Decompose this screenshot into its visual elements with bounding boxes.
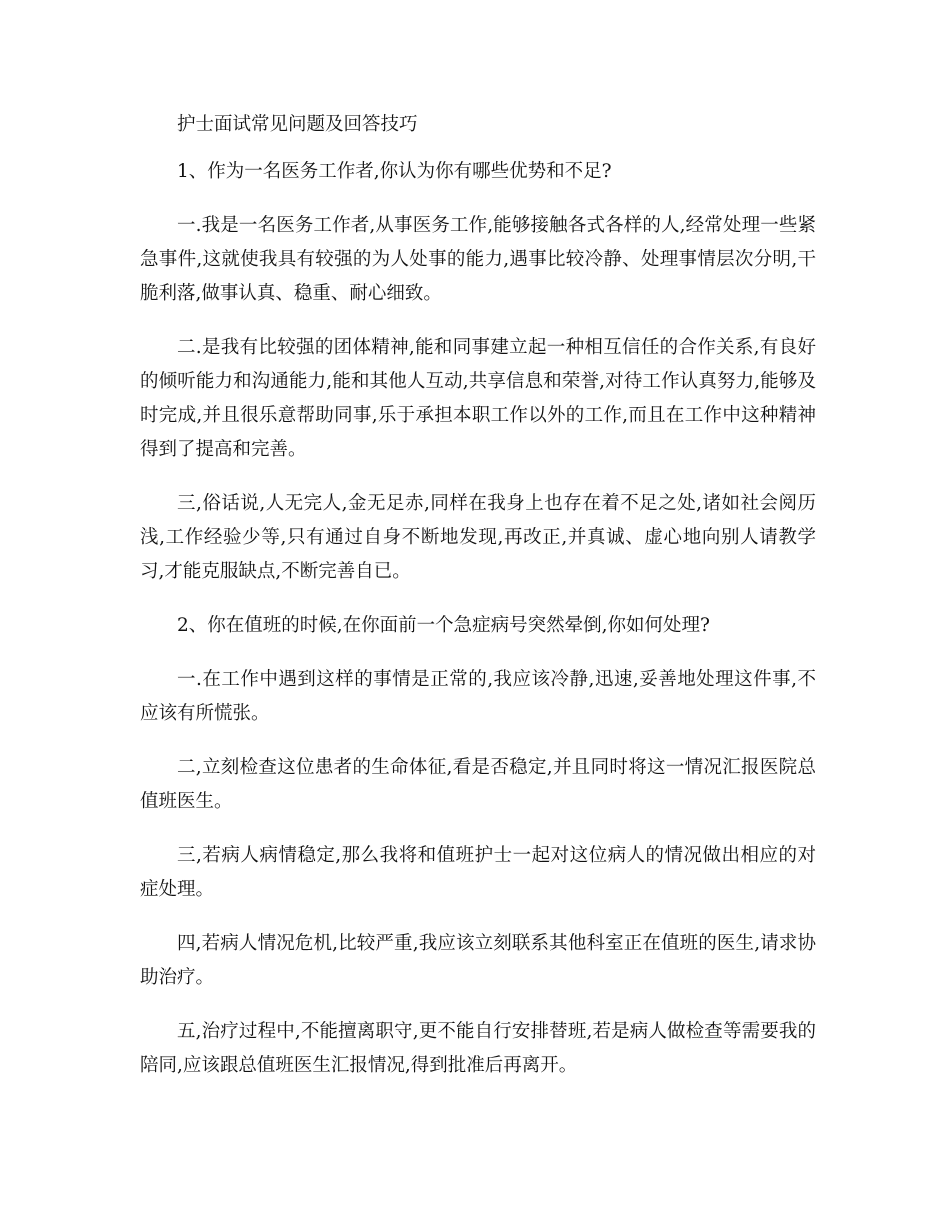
answer-1-point-3: 三,俗话说,人无完人,金无足赤,同样在我身上也存在着不足之处,诸如社会阅历浅,工作经验少等,只有通过自身不断地发现,再改正,并真诚、虚心地向别人请教学习,才能克服缺点,不断完善自已。	[140, 493, 816, 582]
answer-2-point-4: 四,若病人情况危机,比较严重,我应该立刻联系其他科室正在值班的医生,请求协助治疗。	[140, 933, 816, 988]
answer-2-point-1: 一.在工作中遇到这样的事情是正常的,我应该冷静,迅速,妥善地处理这件事,不应该有所慌张。	[140, 669, 816, 724]
document-title: 护士面试常见问题及回答技巧	[177, 114, 418, 135]
answer-2-point-2: 二,立刻检查这位患者的生命体征,看是否稳定,并且同时将这一情况汇报医院总值班医生。	[140, 757, 816, 812]
answer-2-point-5: 五,治疗过程中,不能擅离职守,更不能自行安排替班,若是病人做检查等需要我的陪同,应该跟总值班医生汇报情况,得到批准后再离开。	[140, 1021, 816, 1076]
document-page	[140, 108, 816, 1103]
answer-2-point-3: 三,若病人病情稳定,那么我将和值班护士一起对这位病人的情况做出相应的对症处理。	[140, 845, 816, 900]
answer-1-point-1: 一.我是一名医务工作者,从事医务工作,能够接触各式各样的人,经常处理一些紧急事件,这就使我具有较强的为人处事的能力,遇事比较冷静、处理事情层次分明,干脆利落,做事认真、稳重、耐心细致。	[140, 215, 816, 304]
question-2: 2、你在值班的时候,在你面前一个急症病号突然晕倒,你如何处理?	[177, 615, 710, 636]
question-1: 1、作为一名医务工作者,你认为你有哪些优势和不足?	[177, 161, 612, 182]
answer-1-point-2: 二.是我有比较强的团体精神,能和同事建立起一种相互信任的合作关系,有良好的倾听能力和沟通能力,能和其他人互动,共享信息和荣誉,对待工作认真努力,能够及时完成,并且很乐意帮助同事,乐于承担本职工作以外的工作,而且在工作中这种精神得到了提高和完善。	[140, 337, 816, 460]
